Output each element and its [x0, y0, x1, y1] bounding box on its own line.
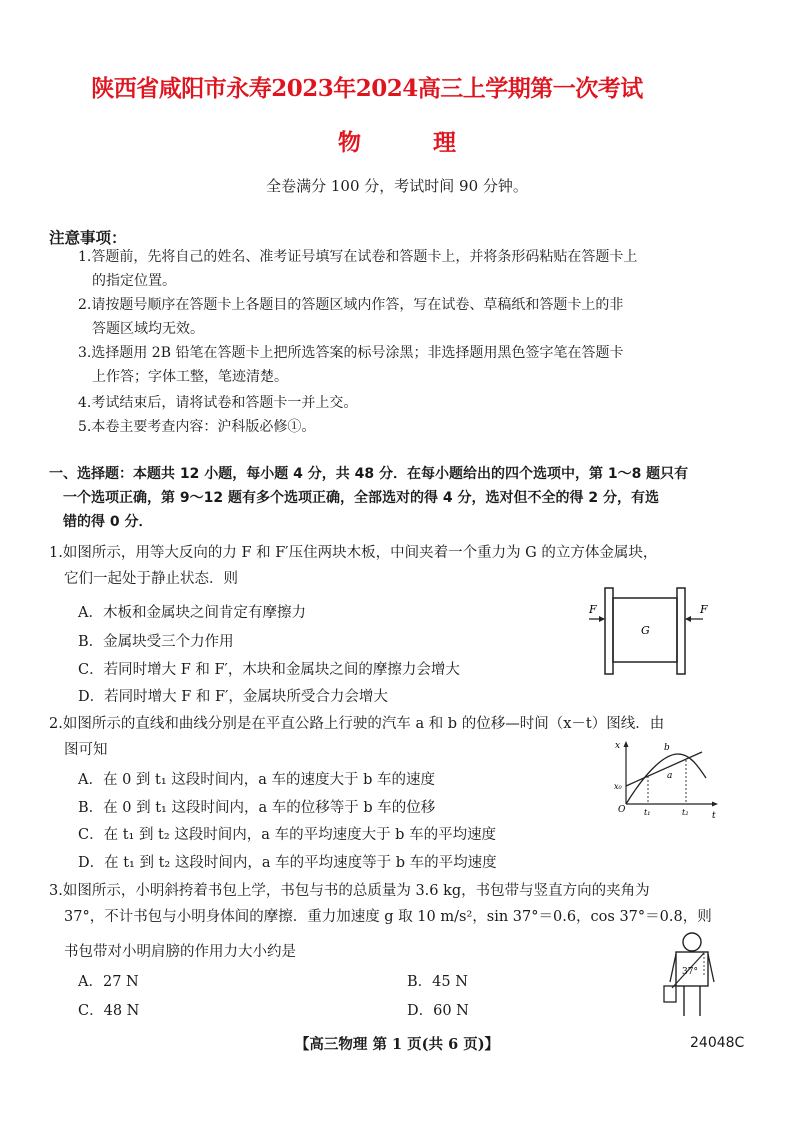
q1-figure [585, 586, 715, 678]
question-1-stem: 1.如图所示，用等大反向的力 F 和 F′压住两块木板，中间夹着一个重力为 G 的立方体金属块， [49, 545, 658, 561]
paper-code: 24048C [690, 1035, 745, 1051]
notice-item: 答题区域均无效。 [92, 321, 204, 337]
origin-label: O [618, 805, 626, 815]
q3-figure-student [662, 930, 722, 1022]
q1-option-d: D．若同时增大 F 和 F′，金属块所受合力会增大 [78, 689, 388, 705]
question-3-stem: 书包带对小明肩膀的作用力大小约是 [64, 944, 296, 960]
q3-option-b: B．45 N [407, 974, 468, 990]
x0-label: x₀ [614, 782, 622, 791]
exam-info: 全卷满分 100 分，考试时间 90 分钟。 [266, 177, 528, 195]
line-a-label: a [667, 771, 673, 781]
right-force-label: F [700, 603, 708, 616]
q2-option-d: D．在 t₁ 到 t₂ 这段时间内，a 车的平均速度等于 b 车的平均速度 [78, 855, 497, 871]
notice-item: 5.本卷主要考查内容：沪科版必修①。 [78, 419, 316, 435]
notice-item: 4.考试结束后，请将试卷和答题卡一并上交。 [78, 395, 358, 411]
question-3-stem: 37°，不计书包与小明身体间的摩擦．重力加速度 g 取 10 m/s²，sin 37°＝0.6，cos 37°＝0.8，则 [64, 909, 712, 925]
student-head [683, 933, 701, 951]
notice-item: 3.选择题用 2B 铅笔在答题卡上把所选答案的标号涂黑；非选择题用黑色签字笔在答题卡 [78, 345, 624, 361]
t2-label: t₂ [682, 808, 689, 817]
q2-xt-graph [612, 738, 724, 820]
x-axis-arrow-icon [624, 741, 629, 747]
section-line: 错的得 0 分． [63, 514, 153, 530]
q3-option-d: D．60 N [407, 1003, 469, 1019]
subject-title: 物 理 [337, 129, 456, 156]
left-force-arrowhead [599, 616, 605, 622]
question-3-stem: 3.如图所示，小明斜挎着书包上学，书包与书的总质量为 3.6 kg，书包带与竖直方向的夹角为 [49, 883, 650, 899]
q1-option-b: B．金属块受三个力作用 [78, 634, 234, 650]
question-1-stem: 它们一起处于静止状态．则 [64, 571, 238, 587]
curve-b-label: b [664, 743, 670, 753]
q2-option-a: A．在 0 到 t₁ 这段时间内，a 车的速度大于 b 车的速度 [78, 772, 436, 788]
section-line: 一、选择题：本题共 12 小题，每小题 4 分，共 48 分．在每小题给出的四个选项中，第 1～8 题只有 [49, 466, 689, 482]
left-board [605, 588, 613, 674]
q1-option-c: C．若同时增大 F 和 F′，木块和金属块之间的摩擦力会增大 [78, 662, 460, 678]
curve-b [626, 754, 706, 804]
question-2-stem: 图可知 [64, 742, 108, 758]
line-a [626, 752, 702, 786]
question-2-stem: 2.如图所示的直线和曲线分别是在平直公路上行驶的汽车 a 和 b 的位移—时间（x－t）图线．由 [49, 716, 665, 732]
notice-item: 的指定位置。 [92, 273, 176, 289]
t-axis-arrow-icon [712, 802, 718, 807]
block-label: G [641, 624, 650, 637]
school-bag [664, 986, 676, 1002]
right-board [677, 588, 685, 674]
q3-option-c: C．48 N [78, 1003, 140, 1019]
q2-option-b: B．在 0 到 t₁ 这段时间内，a 车的位移等于 b 车的位移 [78, 800, 436, 816]
page-footer: 【高三物理 第 1 页(共 6 页)】 [294, 1036, 500, 1053]
left-force-label: F [589, 603, 597, 616]
notice-item: 1.答题前，先将自己的姓名、准考证号填写在试卷和答题卡上，并将条形码粘贴在答题卡上 [78, 249, 638, 265]
notice-item: 2.请按题号顺序在答题卡上各题目的答题区域内作答，写在试卷、草稿纸和答题卡上的非 [78, 297, 624, 313]
notice-title: 注意事项： [49, 229, 127, 247]
student-left-arm [670, 954, 676, 982]
notice-item: 上作答；字体工整，笔迹清楚。 [92, 369, 288, 385]
student-right-arm [708, 954, 714, 982]
right-force-arrowhead [685, 616, 691, 622]
angle-label: 37° [682, 967, 698, 977]
q1-option-a: A．木板和金属块之间肯定有摩擦力 [78, 605, 306, 621]
exam-title: 陕西省咸阳市永寿2023年2024高三上学期第一次考试 [91, 75, 643, 102]
q3-option-a: A．27 N [78, 974, 139, 990]
section-heading [49, 462, 729, 534]
x-axis-label: x [615, 741, 621, 751]
q2-option-c: C．在 t₁ 到 t₂ 这段时间内，a 车的平均速度大于 b 车的平均速度 [78, 827, 497, 843]
t-axis-label: t [712, 811, 716, 820]
t1-label: t₁ [644, 808, 651, 817]
section-line: 一个选项正确，第 9～12 题有多个选项正确，全部选对的得 4 分，选对但不全的得 2 分，有选 [63, 490, 659, 506]
